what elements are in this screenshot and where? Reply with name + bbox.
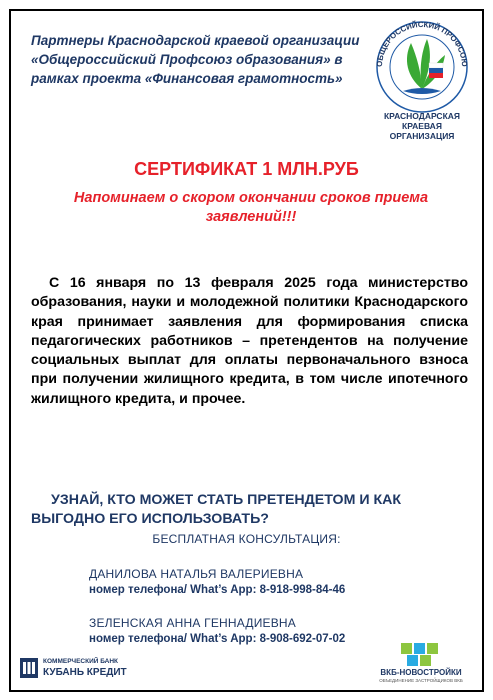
vkb-blocks-icon [371,641,471,667]
vkb-tagline: ОБЪЕДИНЕНИЕ ЗАСТРОЙЩИКОВ ВКБ [379,678,463,683]
contact-card [89,566,429,598]
vkb-novostroyki-logo [371,641,471,691]
deadline-reminder: Напоминаем о скором окончании сроков приема заявлений!!! [73,190,429,225]
contact-name: ЗЕЛЕНСКАЯ АННА ГЕННАДИЕВНА [89,616,296,630]
logo-ring-text: ОБЩЕРОССИЙСКИЙ ПРОФСОЮ [374,19,470,68]
contact-phone: номер телефона/ What’s App: 8-918-998-84-46 [89,584,346,596]
kuban-kredit-logo [19,655,129,683]
flyer-page [9,9,484,692]
certificate-title: СЕРТИФИКАТ 1 МЛН.РУБ [134,159,359,179]
contact-phone: номер телефона/ What’s App: 8-908-692-07-02 [89,633,346,645]
leaf-icon [407,43,422,89]
vkb-name: ВКБ-НОВОСТРОЙКИ [380,668,462,677]
bank-caption: КОММЕРЧЕСКИЙ БАНК [43,658,119,665]
bank-name: КУБАНЬ КРЕДИТ [43,667,127,678]
free-consultation-label: БЕСПЛАТНАЯ КОНСУЛЬТАЦИЯ: [152,532,341,546]
eligibility-question: УЗНАЙ, КТО МОЖЕТ СТАТЬ ПРЕТЕНДЕТОМ И КАК ВЫГОДНО ЕГО ИСПОЛЬЗОВАТЬ? [31,492,402,527]
svg-text:ОБЩЕРОССИЙСКИЙ ПРОФСОЮЗ ОБРАЗО [367,17,469,67]
bank-building-icon [19,657,39,679]
contact-name: ДАНИЛОВА НАТАЛЬЯ ВАЛЕРИЕВНА [89,567,304,581]
logo-caption: КРАСНОДАРСКАЯ КРАЕВАЯ ОРГАНИЗАЦИЯ [383,111,461,141]
main-paragraph: С 16 января по 13 февраля 2025 года министерство образования, науки и молодежной политики Краснодарского края принимает заявления для формирования списка педагогических работников – претендентов на получение социальных выплат для оплаты первоначального взноса при получении жилищного кредита, в том числе ипотечного жилищного кредита, и прочее. [31,275,468,407]
partners-heading: Партнеры Краснодарской краевой организации «Общероссийский Профсоюз образования» в рамках проекта «Финансовая грамотность» [31,33,360,86]
